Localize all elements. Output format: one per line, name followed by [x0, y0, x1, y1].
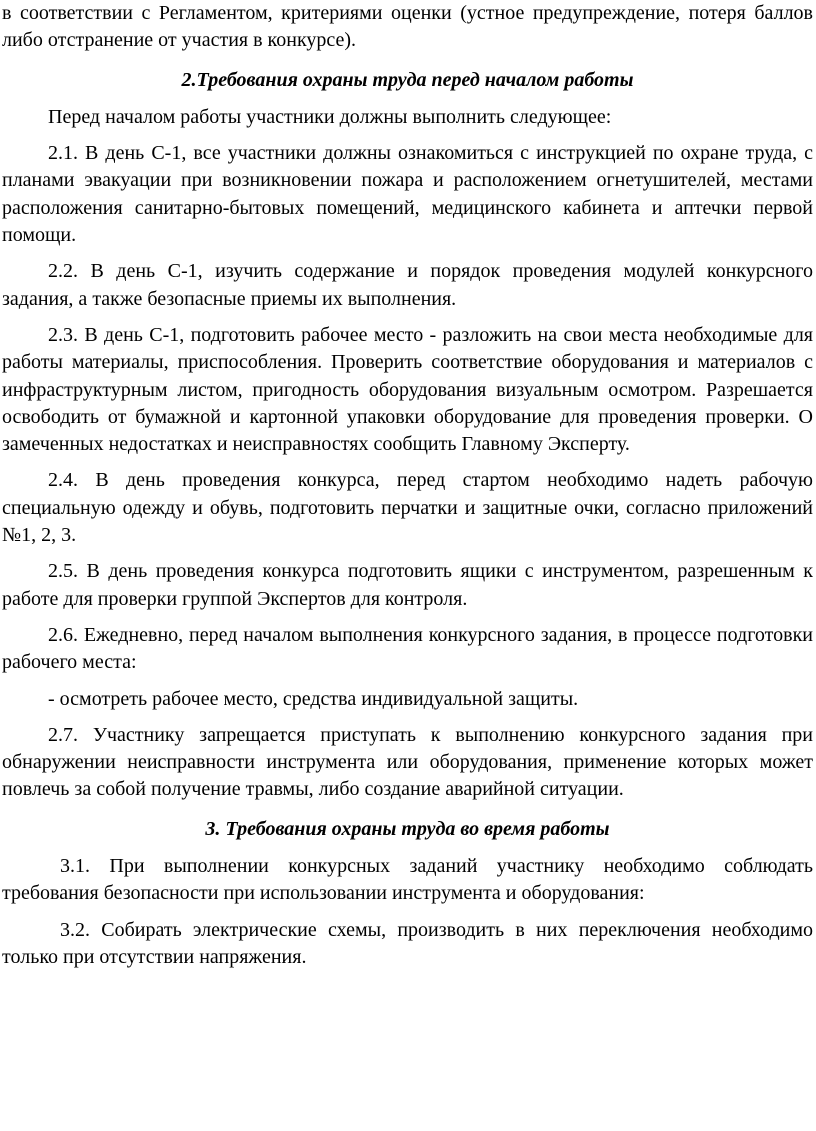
- paragraph-3-1: 3.1. При выполнении конкурсных заданий участнику необходимо соблюдать требования безопасности при использовании инструмента и оборудования:: [2, 855, 813, 905]
- paragraph-2-6: 2.6. Ежедневно, перед началом выполнения конкурсного задания, в процессе подготовки рабочего места:: [2, 623, 813, 674]
- paragraph-2-5: 2.5. В день проведения конкурса подготовить ящики с инструментом, разрешенным к работе для проверки группой Экспертов для контроля.: [2, 560, 813, 610]
- section-3-heading: 3. Требования охраны труда во время работы: [205, 817, 610, 840]
- paragraph-2-7: 2.7. Участнику запрещается приступать к выполнению конкурсного задания при обнаружении неисправности инструмента или оборудования, применение которых может повлечь за собой получение травмы, либо создание аварийной ситуации.: [2, 723, 813, 801]
- paragraph-2-3: 2.3. В день С-1, подготовить рабочее место - разложить на свои места необходимые для работы материалы, приспособления. Проверить соответствие оборудования и материалов с инфраструктурным листом, пригодность оборудования визуальным осмотром. Разрешается освободить от бумажной и картонной упаковки оборудование для проведения проверки. О замеченных недостатках и неисправностях сообщить Главному Эксперту.: [2, 323, 813, 456]
- paragraph-2-2: 2.2. В день С-1, изучить содержание и порядок проведения модулей конкурсного задания, а также безопасные приемы их выполнения.: [2, 260, 813, 310]
- list-item-inspect: - осмотреть рабочее место, средства индивидуальной защиты.: [48, 687, 579, 710]
- paragraph-2-4: 2.4. В день проведения конкурса, перед стартом необходимо надеть рабочую специальную одежду и обувь, подготовить перчатки и защитные очки, согласно приложений №1, 2, 3.: [2, 469, 813, 547]
- section-2-heading: 2.Требования охраны труда перед началом работы: [181, 68, 634, 91]
- intro-paragraph: в соответствии с Регламентом, критериями оценки (устное предупреждение, потеря баллов либо отстранение от участия в конкурсе).: [2, 2, 813, 52]
- paragraph-2-1: 2.1. В день С-1, все участники должны ознакомиться с инструкцией по охране труда, с планами эвакуации при возникновении пожара и расположением огнетушителей, местами расположения санитарно-бытовых помещений, медицинского кабинета и аптечки первой помощи.: [2, 142, 813, 247]
- paragraph-3-2: 3.2. Собирать электрические схемы, производить в них переключения необходимо только при отсутствии напряжения.: [2, 918, 813, 968]
- section-2-lead: Перед началом работы участники должны выполнить следующее:: [48, 105, 612, 128]
